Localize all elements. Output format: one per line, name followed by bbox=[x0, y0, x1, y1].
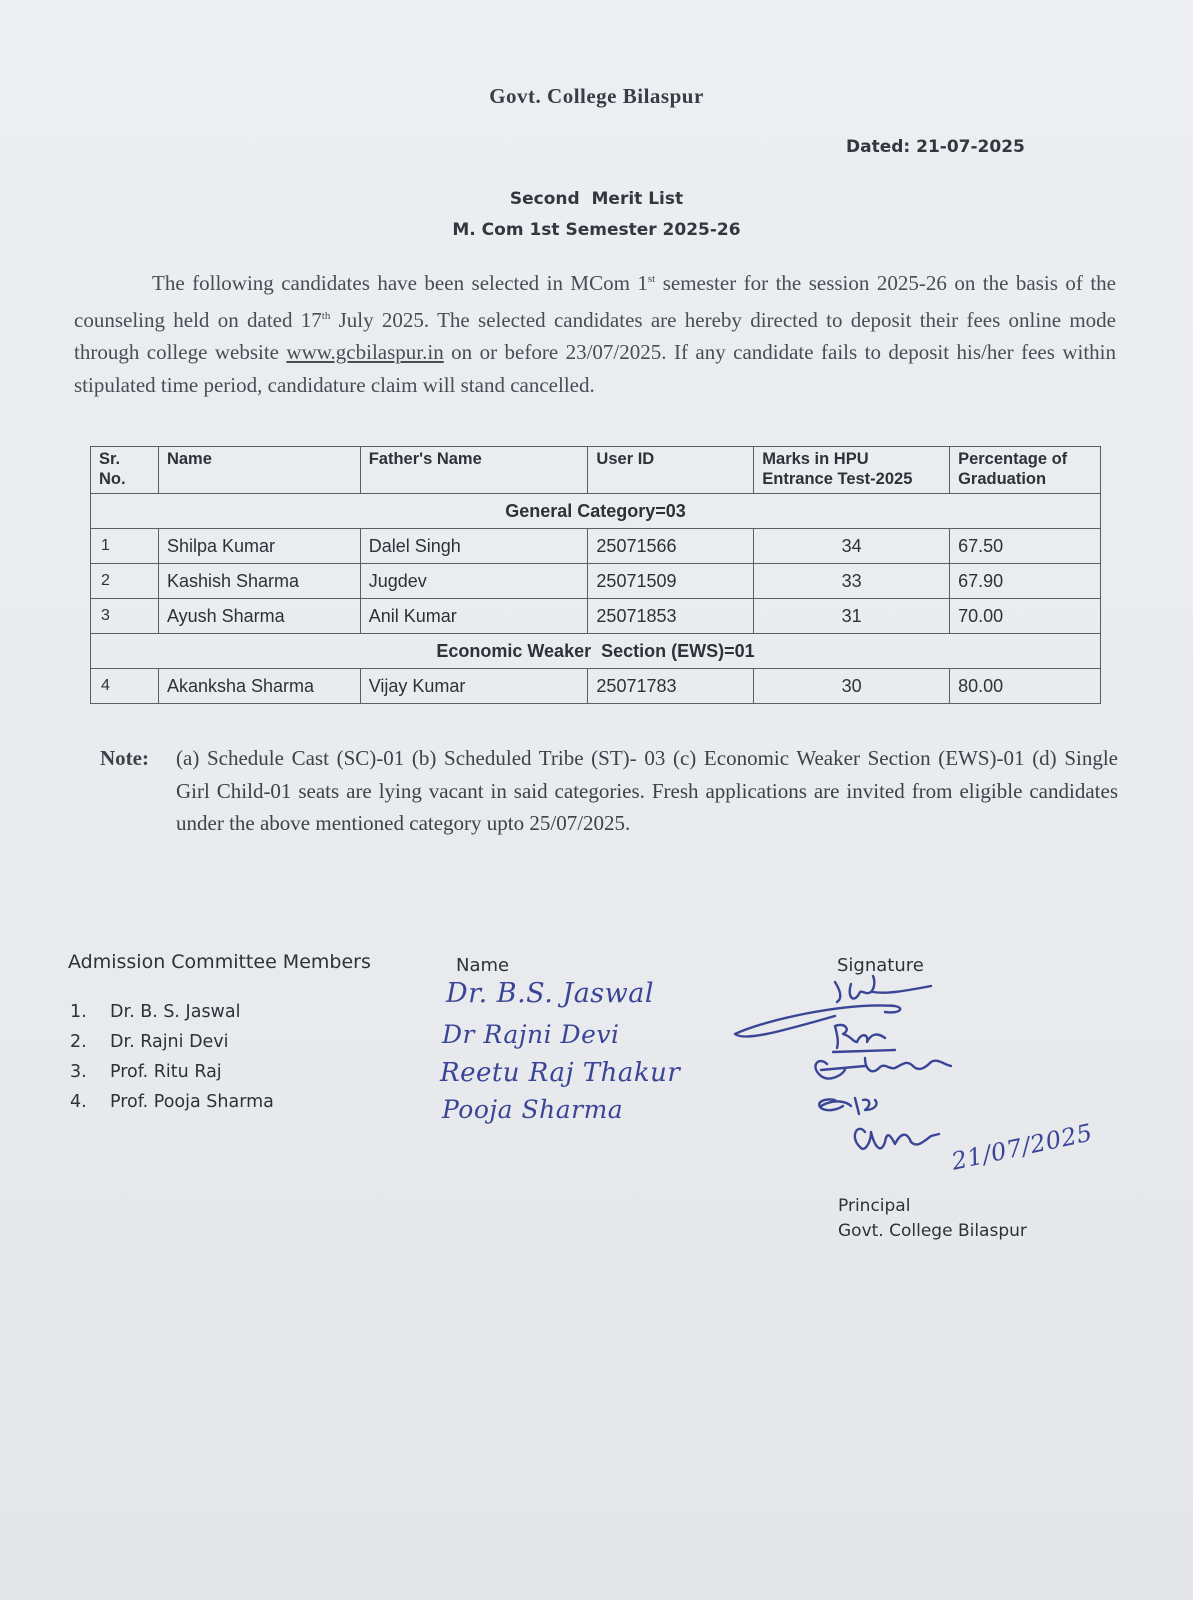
cell-marks: 34 bbox=[754, 529, 950, 564]
cell-user-id: 25071566 bbox=[588, 529, 754, 564]
handwritten-name: Pooja Sharma bbox=[442, 1095, 624, 1124]
cell-marks: 31 bbox=[754, 599, 950, 634]
cell-father: Vijay Kumar bbox=[360, 669, 588, 704]
list-item: 1. Dr. B. S. Jaswal bbox=[70, 1002, 241, 1022]
cell-father: Dalel Singh bbox=[360, 529, 588, 564]
category-row-ews bbox=[91, 634, 1101, 669]
header-father: Father's Name bbox=[360, 447, 588, 494]
website-link[interactable]: www.gcbilaspur.in bbox=[286, 340, 444, 364]
signature-2 bbox=[833, 1025, 895, 1052]
cell-name: Kashish Sharma bbox=[158, 564, 360, 599]
handwritten-date: 21/07/2025 bbox=[949, 1118, 1096, 1176]
header-percentage: Percentage of Graduation bbox=[950, 447, 1101, 494]
intro-sup2: th bbox=[321, 309, 331, 322]
cell-user-id: 25071853 bbox=[588, 599, 754, 634]
table-row bbox=[91, 529, 1101, 564]
header-user-id: User ID bbox=[588, 447, 754, 494]
signature-4 bbox=[819, 1098, 876, 1114]
header-sr: Sr. No. bbox=[91, 447, 159, 494]
cell-percentage: 67.90 bbox=[950, 564, 1101, 599]
cell-name: Ayush Sharma bbox=[158, 599, 360, 634]
college-name: Govt. College Bilaspur bbox=[489, 84, 704, 108]
semester-title: M. Com 1st Semester 2025-26 bbox=[452, 220, 741, 240]
signature-column-header: Signature bbox=[837, 955, 924, 976]
intro-sup1: st bbox=[647, 273, 656, 285]
intro-part4: on or before 23/07/2025. If any candidate fails to deposit his/her fees within stipulated time period, candidature claim will stand cancelled. bbox=[74, 340, 1116, 397]
table-row bbox=[91, 564, 1101, 599]
intro-part1: The following candidates have been selected in MCom 1 bbox=[152, 271, 648, 295]
committee-member-list bbox=[70, 1002, 274, 1122]
date-line: Dated: 21-07-2025 bbox=[846, 137, 1025, 157]
signature-5 bbox=[855, 1129, 939, 1149]
list-item: 4. Prof. Pooja Sharma bbox=[70, 1092, 274, 1112]
merit-table bbox=[90, 446, 1101, 704]
list-item: 2. Dr. Rajni Devi bbox=[70, 1032, 229, 1052]
cell-name: Akanksha Sharma bbox=[158, 669, 360, 704]
signature-1 bbox=[735, 976, 931, 1037]
committee-signatures bbox=[725, 972, 985, 1172]
table-header-row bbox=[91, 447, 1101, 494]
handwritten-name: Dr. B.S. Jaswal bbox=[446, 978, 654, 1009]
intro-part2: semester for the session 2025-26 on the basis of the counseling held on dated 17 bbox=[74, 271, 1116, 332]
note-section bbox=[100, 742, 1118, 840]
intro-part3: July 2025. The selected candidates are hereby directed to deposit their fees online mode through college website bbox=[74, 307, 1116, 364]
cell-percentage: 67.50 bbox=[950, 529, 1101, 564]
principal-title: Principal bbox=[838, 1196, 911, 1216]
principal-college: Govt. College Bilaspur bbox=[838, 1221, 1027, 1241]
table-row bbox=[91, 599, 1101, 634]
cell-percentage: 70.00 bbox=[950, 599, 1101, 634]
cell-user-id: 25071783 bbox=[588, 669, 754, 704]
table-row bbox=[91, 669, 1101, 704]
cell-marks: 30 bbox=[754, 669, 950, 704]
header-name: Name bbox=[158, 447, 360, 494]
name-column-header: Name bbox=[456, 955, 510, 976]
category-row-general bbox=[91, 494, 1101, 529]
note-label: Note: bbox=[100, 746, 149, 770]
header-marks: Marks in HPU Entrance Test-2025 bbox=[754, 447, 950, 494]
note-text: (a) Schedule Cast (SC)-01 (b) Scheduled Tribe (ST)- 03 (c) Economic Weaker Section (EWS)-01 (d) Single Girl Child-01 seats are lying vacant in said categories. Fresh applications are invited from eligible candidates under the above mentioned category upto 25/07/2025. bbox=[176, 746, 1118, 835]
intro-paragraph bbox=[74, 263, 1116, 401]
cell-marks: 33 bbox=[754, 564, 950, 599]
cell-sr: 1 bbox=[91, 529, 159, 564]
list-item: 3. Prof. Ritu Raj bbox=[70, 1062, 222, 1082]
list-title: Second Merit List bbox=[509, 189, 684, 209]
handwritten-name: Dr Rajni Devi bbox=[442, 1020, 620, 1049]
committee-title: Admission Committee Members bbox=[68, 951, 371, 973]
cell-sr: 4 bbox=[91, 669, 159, 704]
general-category-label: General Category=03 bbox=[91, 494, 1101, 529]
cell-user-id: 25071509 bbox=[588, 564, 754, 599]
cell-sr: 2 bbox=[91, 564, 159, 599]
handwritten-name: Reetu Raj Thakur bbox=[440, 1058, 681, 1088]
cell-father: Anil Kumar bbox=[360, 599, 588, 634]
cell-sr: 3 bbox=[91, 599, 159, 634]
cell-percentage: 80.00 bbox=[950, 669, 1101, 704]
cell-name: Shilpa Kumar bbox=[158, 529, 360, 564]
signature-3 bbox=[815, 1058, 951, 1078]
ews-category-label: Economic Weaker Section (EWS)=01 bbox=[91, 634, 1101, 669]
cell-father: Jugdev bbox=[360, 564, 588, 599]
